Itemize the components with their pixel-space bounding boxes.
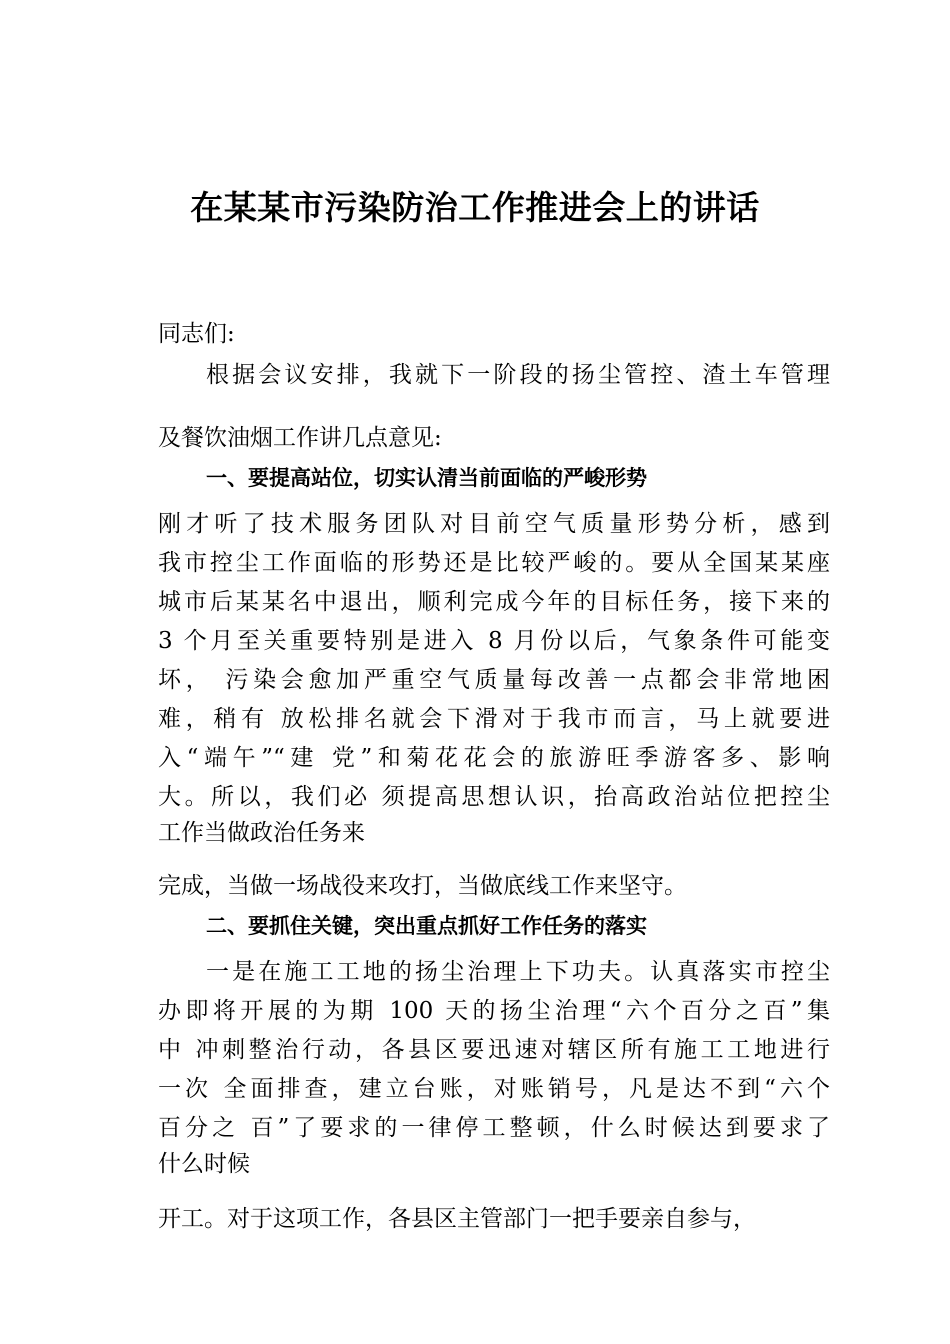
paragraph-line: 大。所以，我们必 须提高思想认识，抬高政治站位把控尘 [158,784,830,810]
paragraph-line: 一是在施工工地的扬尘治理上下功夫。认真落实市控尘 [206,959,830,985]
paragraph-line: 中 冲刺整治行动，各县区要迅速对辖区所有施工工地进行 [158,1037,830,1063]
paragraph-line: 工作当做政治任务来 [158,820,365,846]
intro-line-1: 根据会议安排，我就下一阶段的扬尘管控、渣土车管理 [206,362,830,388]
paragraph-line: 什么时候 [158,1151,250,1177]
paragraph-line: 入“端午”“建 党”和菊花花会的旅游旺季游客多、影响 [158,745,830,771]
document-title: 在某某市污染防治工作推进会上的讲话 [190,188,760,227]
section-2-heading: 二、要抓住关键，突出重点抓好工作任务的落实 [206,914,647,938]
paragraph-line: 办即将开展的为期 100 天的扬尘治理“六个百分之百”集 [158,998,830,1024]
paragraph-line: 坏， 污染会愈加严重空气质量每改善一点都会非常地困 [158,667,830,693]
intro-line-2: 及餐饮油烟工作讲几点意见: [158,425,442,451]
section-1-heading: 一、要提高站位，切实认清当前面临的严峻形势 [206,466,647,490]
paragraph-line: 一次 全面排查，建立台账，对账销号，凡是达不到“六个 [158,1076,830,1102]
paragraph-line: 我市控尘工作面临的形势还是比较严峻的。要从全国某某座 [158,550,830,576]
paragraph-line: 刚才听了技术服务团队对目前空气质量形势分析，感到 [158,511,830,537]
paragraph-line: 难，稍有 放松排名就会下滑对于我市而言，马上就要进 [158,706,830,732]
paragraph-line: 城市后某某名中退出，顺利完成今年的目标任务，接下来的 [158,589,830,615]
paragraph-line: 百分之 百”了要求的一律停工整顿，什么时候达到要求了 [158,1115,830,1141]
paragraph-line: 完成，当做一场战役来攻打，当做底线工作来坚守。 [158,873,687,899]
paragraph-line: 开工。对于这项工作，各县区主管部门一把手要亲自参与， [158,1206,756,1232]
salutation: 同志们: [158,321,235,347]
paragraph-line: 3 个月至关重要特别是进入 8 月份以后，气象条件可能变 [158,628,830,654]
